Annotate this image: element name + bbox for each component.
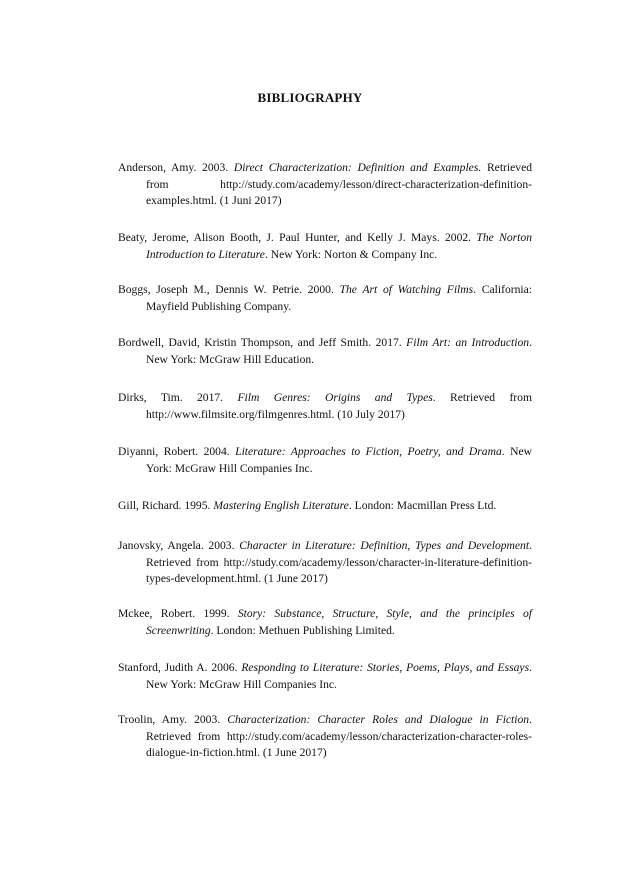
entry-title: Responding to Literature: Stories, Poems, Plays, and Essays	[241, 661, 530, 674]
bibliography-entry	[118, 230, 532, 263]
bibliography-entry	[118, 335, 532, 368]
entry-title: Mastering English Literature	[213, 499, 349, 512]
page-title: BIBLIOGRAPHY	[257, 90, 363, 105]
entry-publication: . London: Macmillan Press Ltd.	[348, 499, 497, 512]
entry-author-year: Stanford, Judith A. 2006.	[118, 661, 242, 674]
entry-title: Literature: Approaches to Fiction, Poetry, and Drama	[235, 445, 502, 458]
entry-author-year: Janovsky, Angela. 2003.	[118, 539, 240, 552]
entry-publication: . New York: Norton & Company Inc.	[264, 247, 438, 261]
entry-publication: Retrieved from http://study.com/academy/lesson/direct-characterization-definition-examples.html. (1 Juni 2017)	[146, 161, 533, 207]
bibliography-entry	[118, 712, 532, 762]
bibliography-entry	[118, 538, 532, 588]
entry-author-year: Dirks, Tim. 2017.	[118, 391, 238, 404]
bibliography-entry	[118, 606, 532, 639]
entry-title: The Art of Watching Films	[339, 283, 474, 296]
bibliography-entry	[118, 160, 532, 210]
entry-author-year: Gill, Richard. 1995.	[118, 499, 214, 512]
bibliography-entry	[118, 660, 532, 693]
bibliography-entry	[118, 444, 532, 477]
entry-author-year: Beaty, Jerome, Alison Booth, J. Paul Hunter, and Kelly J. Mays. 2002.	[118, 231, 477, 244]
entry-author-year: Troolin, Amy. 2003.	[118, 713, 228, 726]
entry-title: Story: Substance, Structure, Style, and the principles of Screenwriting	[146, 607, 532, 637]
bibliography-entry	[118, 390, 532, 423]
entry-title: Characterization: Character Roles and Dialogue in Fiction	[227, 713, 530, 726]
entry-title: The Norton Introduction to Literature	[146, 231, 532, 261]
entry-author-year: Anderson, Amy. 2003.	[118, 161, 234, 174]
entry-publication: . California: Mayfield Publishing Company.	[146, 283, 532, 313]
entry-title: Character in Literature: Definition, Types and Development	[239, 539, 530, 552]
entry-publication: . Retrieved from http://study.com/academy/lesson/character-in-literature-definition-types-development.html. (1 June 2017)	[146, 539, 532, 585]
bibliography-entry	[118, 282, 532, 315]
entry-title: Direct Characterization: Definition and Examples.	[233, 161, 482, 174]
entry-publication: . New York: McGraw Hill Companies Inc.	[146, 661, 532, 691]
entry-publication: . London: Methuen Publishing Limited.	[210, 623, 395, 637]
entry-author-year: Diyanni, Robert. 2004.	[118, 445, 236, 458]
entry-author-year: Bordwell, David, Kristin Thompson, and Jeff Smith. 2017.	[118, 336, 407, 349]
entry-publication: . Retrieved from http://study.com/academy/lesson/characterization-character-roles-dialogue-in-fiction.html. (1 June 2017)	[146, 713, 532, 759]
entry-publication: . Retrieved from http://www.filmsite.org/filmgenres.html. (10 July 2017)	[146, 391, 532, 421]
entry-publication: . New York: McGraw Hill Education.	[146, 336, 532, 366]
entry-publication: . New York: McGraw Hill Companies Inc.	[146, 445, 532, 475]
entry-author-year: Boggs, Joseph M., Dennis W. Petrie. 2000.	[118, 283, 340, 296]
entry-title: Film Genres: Origins and Types	[237, 391, 433, 404]
entry-author-year: Mckee, Robert. 1999.	[118, 607, 238, 620]
bibliography-entry	[118, 498, 532, 515]
entry-title: Film Art: an Introduction	[406, 336, 530, 349]
